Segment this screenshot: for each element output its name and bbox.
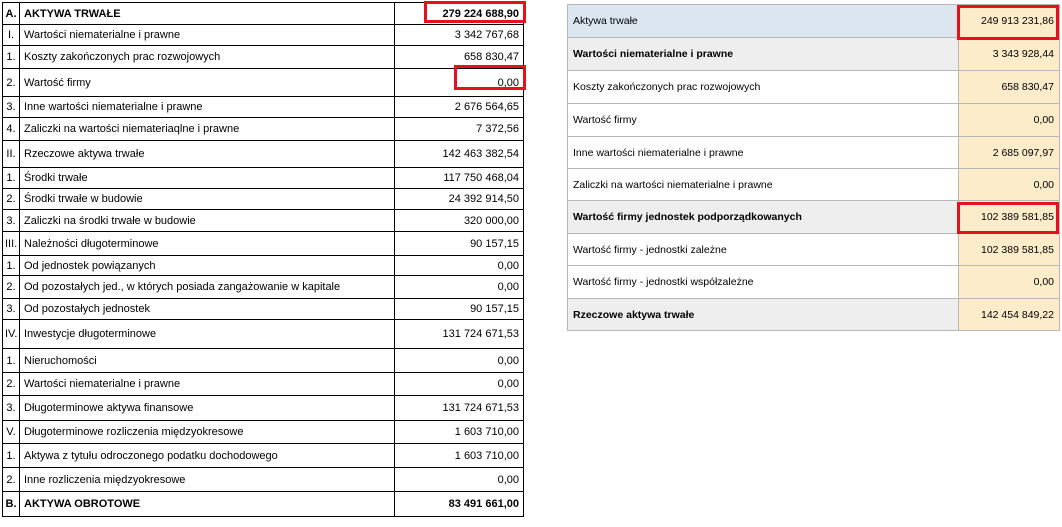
right-balance-table [567, 4, 1060, 331]
left-table-row [3, 46, 524, 69]
right-table-row [568, 71, 1060, 104]
right-table-row [568, 5, 1060, 38]
row-value: 0,00 [395, 256, 524, 276]
row-value: 1 603 710,00 [395, 421, 524, 444]
left-table-row [3, 492, 524, 517]
row-value: 102 389 581,85 [959, 201, 1060, 234]
row-label: Nieruchomości [20, 349, 395, 373]
row-value: 83 491 661,00 [395, 492, 524, 517]
row-number: I. [3, 25, 20, 46]
row-value: 131 724 671,53 [395, 320, 524, 349]
right-table-row [568, 137, 1060, 169]
row-label: Wartości niematerialne i prawne [20, 25, 395, 46]
row-number: B. [3, 492, 20, 517]
row-label: Inne rozliczenia międzyokresowe [20, 468, 395, 492]
row-value: 0,00 [959, 169, 1060, 201]
left-table-row [3, 97, 524, 118]
left-table-row [3, 25, 524, 46]
row-label: Zaliczki na wartości niemateriaqlne i prawne [20, 118, 395, 141]
right-table-row [568, 299, 1060, 331]
left-table-row [3, 118, 524, 141]
row-number: 2. [3, 468, 20, 492]
row-value: 658 830,47 [959, 71, 1060, 104]
row-label: Środki trwałe w budowie [20, 189, 395, 210]
row-number: 2. [3, 189, 20, 210]
row-label: Wartość firmy - jednostki współzależne [568, 266, 959, 299]
row-number: 2. [3, 276, 20, 299]
row-number: 3. [3, 396, 20, 421]
row-value: 0,00 [395, 349, 524, 373]
left-table-row [3, 421, 524, 444]
row-label: Wartości niematerialne i prawne [568, 38, 959, 71]
row-value: 131 724 671,53 [395, 396, 524, 421]
row-number: 1. [3, 444, 20, 468]
row-number: 1. [3, 349, 20, 373]
row-label: Inwestycje długoterminowe [20, 320, 395, 349]
row-number: 1. [3, 256, 20, 276]
row-label: Zaliczki na wartości niematerialne i prawne [568, 169, 959, 201]
row-value: 90 157,15 [395, 299, 524, 320]
row-label: Zaliczki na środki trwałe w budowie [20, 210, 395, 232]
row-label: Rzeczowe aktywa trwałe [568, 299, 959, 331]
left-table-row [3, 468, 524, 492]
row-value: 102 389 581,85 [959, 234, 1060, 266]
row-label: Wartość firmy [20, 69, 395, 97]
row-value: 3 343 928,44 [959, 38, 1060, 71]
row-label: Aktywa z tytułu odroczonego podatku dochodowego [20, 444, 395, 468]
row-value: 0,00 [395, 373, 524, 396]
row-label: Wartość firmy [568, 104, 959, 137]
row-number: 3. [3, 97, 20, 118]
row-value: 24 392 914,50 [395, 189, 524, 210]
left-table-row [3, 232, 524, 256]
row-number: 1. [3, 46, 20, 69]
row-label: Koszty zakończonych prac rozwojowych [568, 71, 959, 104]
left-table-row [3, 256, 524, 276]
left-table-row [3, 373, 524, 396]
row-label: Rzeczowe aktywa trwałe [20, 141, 395, 168]
row-number: 2. [3, 69, 20, 97]
left-table-row [3, 189, 524, 210]
row-value: 0,00 [959, 266, 1060, 299]
left-table-row [3, 210, 524, 232]
left-table-row [3, 444, 524, 468]
left-table-row [3, 168, 524, 189]
row-label: Koszty zakończonych prac rozwojowych [20, 46, 395, 69]
row-value: 0,00 [395, 69, 524, 97]
row-label: AKTYWA TRWAŁE [20, 3, 395, 25]
left-table-row [3, 3, 524, 25]
row-label: Długoterminowe rozliczenia międzyokresowe [20, 421, 395, 444]
right-table-row [568, 266, 1060, 299]
row-label: Inne wartości niematerialne i prawne [20, 97, 395, 118]
row-label: Inne wartości niematerialne i prawne [568, 137, 959, 169]
row-value: 142 454 849,22 [959, 299, 1060, 331]
row-label: Wartość firmy - jednostki zależne [568, 234, 959, 266]
row-number: A. [3, 3, 20, 25]
left-table-row [3, 69, 524, 97]
row-number: III. [3, 232, 20, 256]
row-value: 0,00 [395, 276, 524, 299]
row-value: 0,00 [395, 468, 524, 492]
row-value: 3 342 767,68 [395, 25, 524, 46]
row-label: Od jednostek powiązanych [20, 256, 395, 276]
right-table-row [568, 38, 1060, 71]
row-number: 1. [3, 168, 20, 189]
row-label: Od pozostałych jednostek [20, 299, 395, 320]
row-value: 1 603 710,00 [395, 444, 524, 468]
row-value: 7 372,56 [395, 118, 524, 141]
row-number: 4. [3, 118, 20, 141]
left-table-row [3, 276, 524, 299]
row-value: 117 750 468,04 [395, 168, 524, 189]
row-number: II. [3, 141, 20, 168]
row-value: 279 224 688,90 [395, 3, 524, 25]
row-value: 142 463 382,54 [395, 141, 524, 168]
row-number: V. [3, 421, 20, 444]
row-number: IV. [3, 320, 20, 349]
row-label: Długoterminowe aktywa finansowe [20, 396, 395, 421]
row-value: 90 157,15 [395, 232, 524, 256]
row-value: 249 913 231,86 [959, 5, 1060, 38]
row-number: 3. [3, 210, 20, 232]
row-label: Od pozostałych jed., w których posiada zangażowanie w kapitale [20, 276, 395, 299]
row-number: 2. [3, 373, 20, 396]
row-label: AKTYWA OBROTOWE [20, 492, 395, 517]
right-table-row [568, 234, 1060, 266]
right-table-row [568, 104, 1060, 137]
row-label: Wartość firmy jednostek podporządkowanych [568, 201, 959, 234]
right-table-row [568, 169, 1060, 201]
right-table-row [568, 201, 1060, 234]
left-balance-table [2, 2, 524, 517]
left-table-row [3, 396, 524, 421]
row-value: 0,00 [959, 104, 1060, 137]
left-table-row [3, 141, 524, 168]
row-label: Środki trwałe [20, 168, 395, 189]
row-value: 2 676 564,65 [395, 97, 524, 118]
left-table-row [3, 349, 524, 373]
row-label: Wartości niematerialne i prawne [20, 373, 395, 396]
left-table-row [3, 299, 524, 320]
row-value: 2 685 097,97 [959, 137, 1060, 169]
left-table-row [3, 320, 524, 349]
row-value: 658 830,47 [395, 46, 524, 69]
row-label: Należności długoterminowe [20, 232, 395, 256]
row-label: Aktywa trwałe [568, 5, 959, 38]
row-value: 320 000,00 [395, 210, 524, 232]
row-number: 3. [3, 299, 20, 320]
